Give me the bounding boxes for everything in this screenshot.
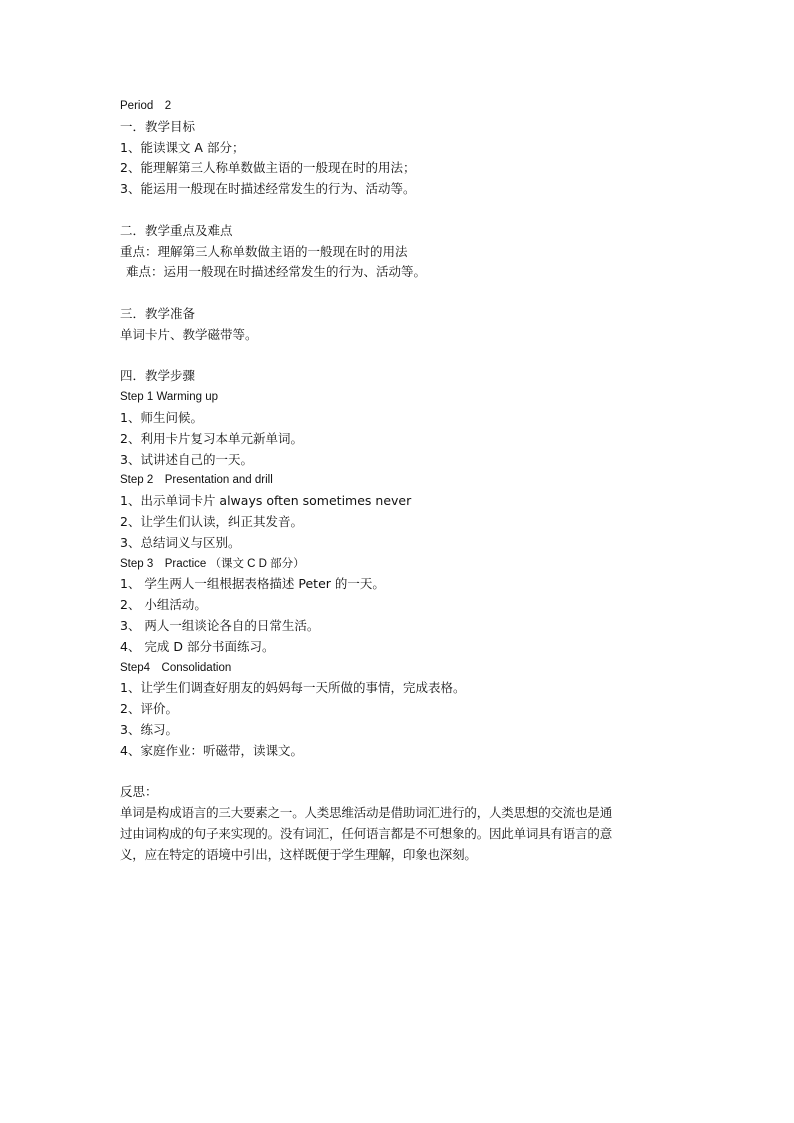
step-item: 3、试讲述自己的一天。 — [120, 451, 253, 467]
step-heading: Step 3 Practice （课文 C D 部分） — [120, 557, 305, 570]
key-point: 重点：理解第三人称单数做主语的一般现在时的用法 — [120, 243, 408, 259]
section-steps-title: 四．教学步骤 — [120, 368, 196, 384]
step-item: 3、 两人一组谈论各自的日常生活。 — [120, 617, 320, 633]
step-item: 2、让学生们认读，纠正其发音。 — [120, 513, 303, 529]
step-item: 2、利用卡片复习本单元新单词。 — [120, 430, 303, 446]
step-item: 1、让学生们调查好朋友的妈妈每一天所做的事情，完成表格。 — [120, 680, 466, 696]
preparation-text: 单词卡片、教学磁带等。 — [120, 326, 258, 342]
objective-item: 1、能读课文 A 部分； — [120, 139, 245, 155]
reflection-title: 反思： — [120, 784, 158, 800]
section-objectives-title: 一．教学目标 — [120, 118, 196, 134]
step-item: 2、评价。 — [120, 701, 178, 717]
step-item: 2、 小组活动。 — [120, 597, 207, 613]
reflection-line: 过由词构成的句子来实现的。没有词汇，任何语言都是不可想象的。因此单词具有语言的意 — [120, 825, 613, 841]
step-heading: Step 2 Presentation and drill — [120, 474, 273, 487]
period-label: Period 2 — [120, 100, 172, 112]
spacer — [120, 762, 690, 783]
step-item: 4、 完成 D 部分书面练习。 — [120, 638, 275, 654]
objective-item: 3、能运用一般现在时描述经常发生的行为、活动等。 — [120, 181, 416, 197]
spacer — [120, 346, 690, 367]
reflection-line: 义，应在特定的语境中引出，这样既便于学生理解，印象也深刻。 — [120, 846, 477, 862]
section-preparation-title: 三．教学准备 — [120, 305, 196, 321]
lesson-plan — [120, 96, 690, 865]
step-item: 3、总结词义与区别。 — [120, 534, 241, 550]
section-key-points-title: 二．教学重点及难点 — [120, 222, 233, 238]
step-item: 4、家庭作业：听磁带，读课文。 — [120, 742, 303, 758]
reflection-line: 单词是构成语言的三大要素之一。人类思维活动是借助词汇进行的，人类思想的交流也是通 — [120, 805, 613, 821]
step-item: 1、师生问候。 — [120, 409, 203, 425]
step-heading: Step4 Consolidation — [120, 661, 232, 674]
difficult-point: 难点：运用一般现在时描述经常发生的行为、活动等。 — [126, 264, 427, 280]
step-item: 1、出示单词卡片 always often sometimes never — [120, 493, 412, 509]
spacer — [120, 283, 690, 304]
step-item: 3、练习。 — [120, 721, 178, 737]
step-heading: Step 1 Warming up — [120, 391, 219, 404]
objective-item: 2、能理解第三人称单数做主语的一般现在时的用法； — [120, 160, 416, 176]
spacer — [120, 200, 690, 221]
step-item: 1、 学生两人一组根据表格描述 Peter 的一天。 — [120, 576, 385, 592]
